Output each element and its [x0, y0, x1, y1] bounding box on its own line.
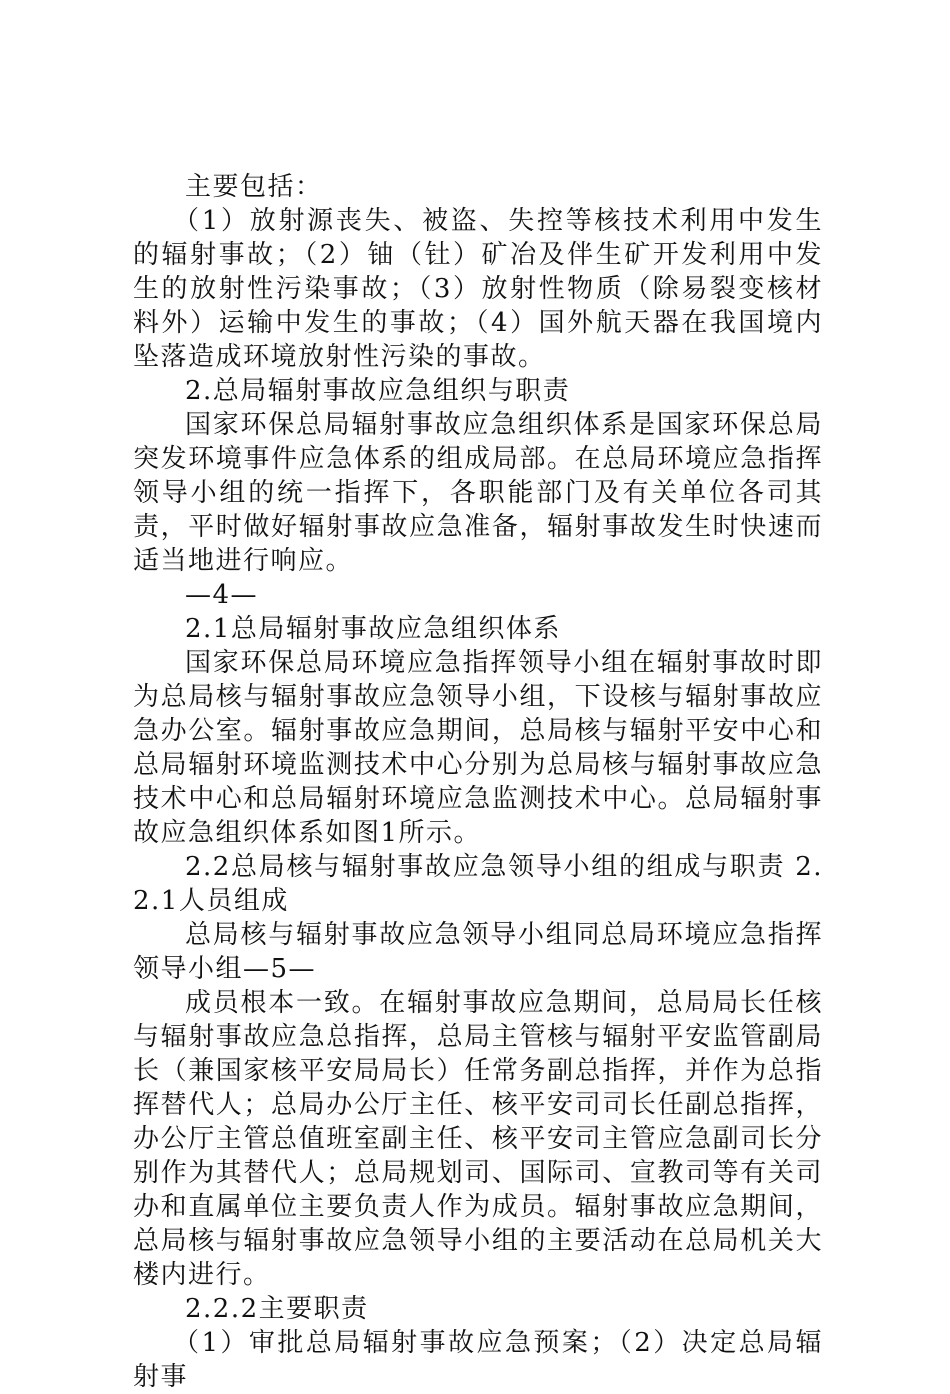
paragraph-organization-overview: 国家环保总局辐射事故应急组织体系是国家环保总局突发环境事件应急体系的组成局部。在总局环境应急指挥领导小组的统一指挥下，各职能部门及有关单位各司其责，平时做好辐射事故应急准备，辐射事故发生时快速而适当地进行响应。	[133, 410, 823, 576]
document-body	[133, 170, 823, 1394]
section-heading-2: 2.总局辐射事故应急组织与职责	[185, 376, 571, 406]
paragraph-organization-system: 国家环保总局环境应急指挥领导小组在辐射事故时即为总局核与辐射事故应急领导小组，下设核与辐射事故应急办公室。辐射事故应急期间，总局核与辐射平安中心和总局辐射环境监测技术中心分别为总局核与辐射事故应急技术中心和总局辐射环境应急监测技术中心。总局辐射事故应急组织体系如图1所示。	[133, 648, 823, 848]
paragraph-intro: 主要包括：	[185, 172, 323, 202]
section-heading-2-2: 2.2总局核与辐射事故应急领导小组的组成与职责 2.2.1人员组成	[133, 852, 823, 916]
paragraph-leadership-group: 总局核与辐射事故应急领导小组同总局环境应急指挥领导小组—5—	[133, 920, 823, 984]
page-number-4: —4—	[185, 580, 259, 610]
paragraph-accident-types: （1）放射源丧失、被盗、失控等核技术利用中发生的辐射事故；（2）铀（钍）矿冶及伴生矿开发利用中发生的放射性污染事故；（3）放射性物质（除易裂变核材料外）运输中发生的事故；（4）国外航天器在我国境内坠落造成环境放射性污染的事故。	[133, 206, 823, 372]
section-heading-2-1: 2.1总局辐射事故应急组织体系	[185, 614, 561, 644]
paragraph-members: 成员根本一致。在辐射事故应急期间，总局局长任核与辐射事故应急总指挥，总局主管核与辐射平安监管副局长（兼国家核平安局局长）任常务副总指挥，并作为总指挥替代人；总局办公厅主任、核平安司司长任副总指挥，办公厅主管总值班室副主任、核平安司主管应急副司长分别作为其替代人；总局规划司、国际司、宣教司等有关司办和直属单位主要负责人作为成员。辐射事故应急期间，总局核与辐射事故应急领导小组的主要活动在总局机关大楼内进行。	[133, 988, 823, 1290]
paragraph-main-duties: （1）审批总局辐射事故应急预案；（2）决定总局辐射事	[133, 1328, 823, 1392]
section-heading-2-2-2: 2.2.2主要职责	[185, 1294, 369, 1324]
